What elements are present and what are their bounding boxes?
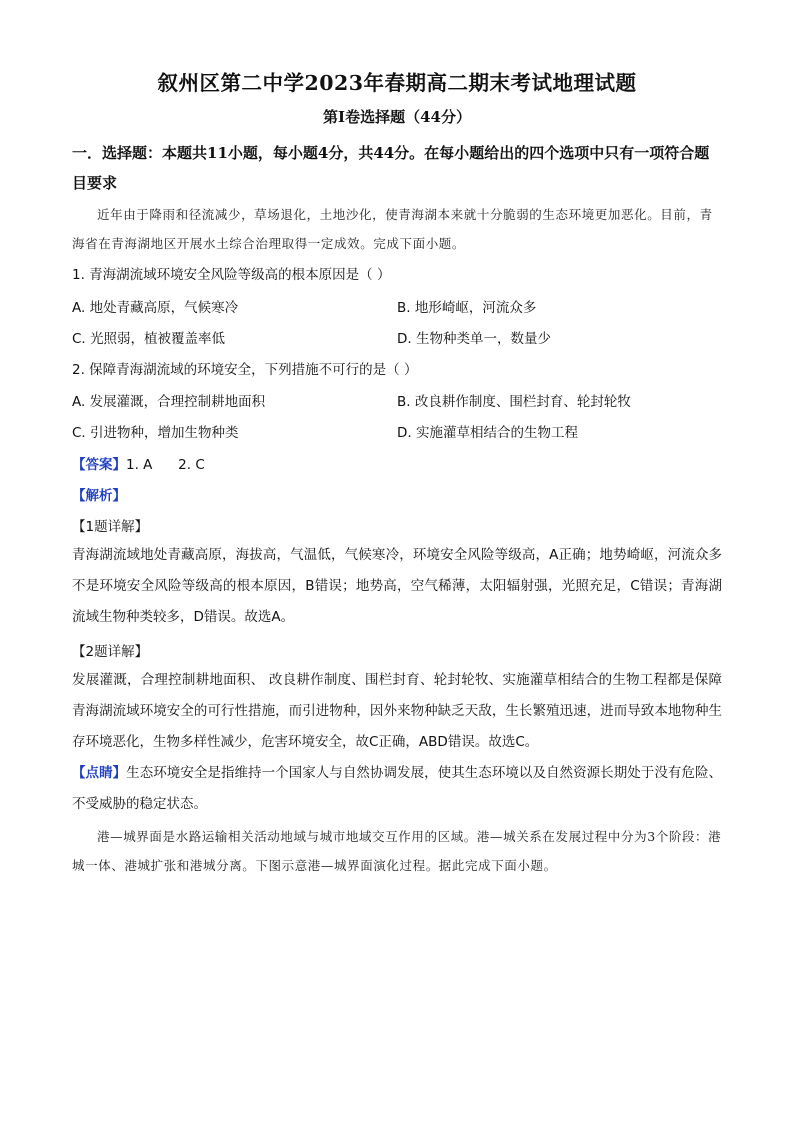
- detail-2-heading: 【2题详解】: [72, 644, 149, 660]
- detail-2-text: 发展灌溉，合理控制耕地面积、 改良耕作制度、围栏封育、轮封轮牧、实施灌草相结合的生物工程都是保障青海湖流域环境安全的可行性措施，而引进物种，因外来物种缺乏天敌，生长繁殖迅速，进而导致本地物种生存环境恶化，生物多样性减少，危害环境安全，故C正确，ABD错误。故选C。: [72, 672, 722, 750]
- question-1-option-a: A. 地处青藏高原，气候寒冷: [72, 300, 239, 316]
- detail-1-heading: 【1题详解】: [72, 519, 149, 535]
- answer-text: 1. A 2. C: [126, 457, 205, 473]
- reading-passage-2: 港—城界面是水路运输相关活动地域与城市地域交互作用的区域。港—城关系在发展过程中分为3个阶段：港城一体、港城扩张和港城分离。下图示意港—城界面演化过程。据此完成下面小题。: [72, 829, 722, 873]
- question-2-option-a: A. 发展灌溉，合理控制耕地面积: [72, 394, 266, 410]
- question-1-option-d: D. 生物种类单一，数量少: [397, 331, 551, 347]
- section-instructions: 一．选择题：本题共11小题，每小题4分，共44分。在每小题给出的四个选项中只有一项符合题目要求: [72, 144, 710, 192]
- question-2-option-d: D. 实施灌草相结合的生物工程: [397, 425, 578, 441]
- section-subtitle: 第I卷选择题（44分）: [323, 108, 471, 126]
- question-2-stem: 2. 保障青海湖流域的环境安全，下列措施不可行的是（ ）: [72, 362, 418, 378]
- page-title: 叙州区第二中学2023年春期高二期末考试地理试题: [157, 71, 637, 95]
- question-1-option-c: C. 光照弱，植被覆盖率低: [72, 331, 226, 347]
- question-1-stem: 1. 青海湖流域环境安全风险等级高的根本原因是（ ）: [72, 267, 391, 283]
- answer-line: [72, 453, 205, 473]
- dianjing-label: 【点睛】: [72, 765, 127, 781]
- question-2-option-b: B. 改良耕作制度、围栏封育、轮封轮牧: [397, 394, 631, 410]
- detail-1-text: 青海湖流域地处青藏高原，海拔高，气温低，气候寒冷，环境安全风险等级高，A正确；地势崎岖，河流众多不是环境安全风险等级高的根本原因，B错误；地势高，空气稀薄，太阳辐射强，光照充足，C错误；青海湖流域生物种类较多，D错误。故选A。: [72, 547, 722, 625]
- dianjing-text: 生态环境安全是指维持一个国家人与自然协调发展，使其生态环境以及自然资源长期处于没有危险、不受威胁的稳定状态。: [72, 765, 723, 812]
- question-2-option-c: C. 引进物种，增加生物种类: [72, 425, 239, 441]
- analysis-label: 【解析】: [72, 488, 126, 504]
- dianjing-paragraph: [72, 758, 722, 820]
- answer-label: 【答案】: [72, 457, 126, 473]
- analysis-heading: [72, 484, 126, 504]
- reading-passage-1: 近年由于降雨和径流减少，草场退化，土地沙化，使青海湖本来就十分脆弱的生态环境更加恶化。目前，青海省在青海湖地区开展水土综合治理取得一定成效。完成下面小题。: [72, 207, 713, 251]
- question-1-option-b: B. 地形崎岖，河流众多: [397, 300, 537, 316]
